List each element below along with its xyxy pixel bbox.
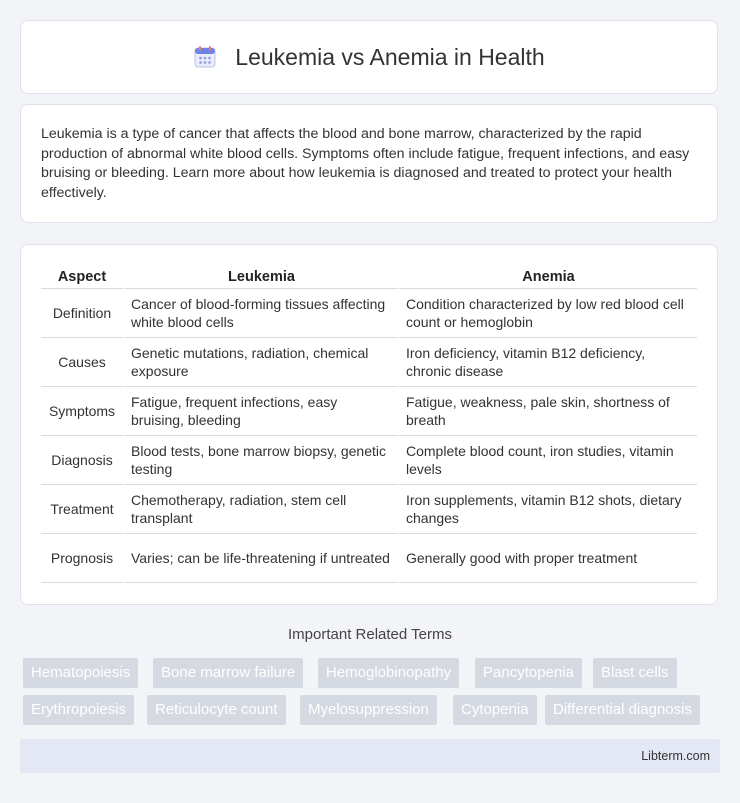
table-row [41, 338, 697, 387]
tag-erythropoiesis[interactable]: Erythropoiesis [23, 695, 134, 725]
table-cell-leukemia: Chemotherapy, radiation, stem cell transplant [123, 485, 398, 534]
table-row [41, 387, 697, 436]
table-row [41, 289, 697, 338]
page-title: Leukemia vs Anemia in Health [235, 43, 545, 70]
table-cell-aspect: Definition [41, 289, 123, 338]
table-cell-leukemia: Cancer of blood-forming tissues affecting white blood cells [123, 289, 398, 338]
tag-hematopoiesis[interactable]: Hematopoiesis [23, 658, 138, 688]
table-cell-anemia: Condition characterized by low red blood cell count or hemoglobin [398, 289, 697, 338]
table-cell-anemia: Iron supplements, vitamin B12 shots, dietary changes [398, 485, 697, 534]
table-cell-aspect: Prognosis [41, 534, 123, 583]
table-row [41, 534, 697, 583]
tag-myelosuppression[interactable]: Myelosuppression [300, 695, 437, 725]
table-cell-anemia: Generally good with proper treatment [398, 534, 697, 583]
column-header-anemia: Anemia [398, 265, 697, 289]
tag-cytopenia[interactable]: Cytopenia [453, 695, 537, 725]
table-cell-leukemia: Genetic mutations, radiation, chemical exposure [123, 338, 398, 387]
tag-reticulocyte-count[interactable]: Reticulocyte count [147, 695, 286, 725]
calendar-icon [193, 45, 217, 69]
column-header-leukemia: Leukemia [123, 265, 398, 289]
table-cell-anemia: Complete blood count, iron studies, vitamin levels [398, 436, 697, 485]
comparison-card [20, 244, 718, 605]
table-cell-anemia: Iron deficiency, vitamin B12 deficiency, chronic disease [398, 338, 697, 387]
column-header-aspect: Aspect [41, 265, 123, 289]
tag-hemoglobinopathy[interactable]: Hemoglobinopathy [318, 658, 459, 688]
header-card [20, 20, 718, 94]
table-row [41, 436, 697, 485]
tag-pancytopenia[interactable]: Pancytopenia [475, 658, 582, 688]
tag-differential-diagnosis[interactable]: Differential diagnosis [545, 695, 700, 725]
table-cell-aspect: Causes [41, 338, 123, 387]
footer [20, 739, 720, 773]
intro-card [20, 104, 718, 223]
table-cell-anemia: Fatigue, weakness, pale skin, shortness of breath [398, 387, 697, 436]
table-cell-leukemia: Blood tests, bone marrow biopsy, genetic testing [123, 436, 398, 485]
table-header-row [41, 265, 697, 289]
related-terms-title: Important Related Terms [288, 626, 452, 643]
comparison-table [41, 265, 697, 583]
table-cell-aspect: Diagnosis [41, 436, 123, 485]
table-cell-leukemia: Fatigue, frequent infections, easy bruising, bleeding [123, 387, 398, 436]
table-cell-aspect: Treatment [41, 485, 123, 534]
table-row [41, 485, 697, 534]
footer-site-link[interactable]: Libterm.com [641, 749, 710, 763]
table-cell-leukemia: Varies; can be life-threatening if untreated [123, 534, 398, 583]
tag-bone-marrow-failure[interactable]: Bone marrow failure [153, 658, 303, 688]
table-cell-aspect: Symptoms [41, 387, 123, 436]
tag-blast-cells[interactable]: Blast cells [593, 658, 677, 688]
intro-text: Leukemia is a type of cancer that affects the blood and bone marrow, characterized by the rapid production of abnormal white blood cells. Symptoms often include fatigue, frequent infections, and easy bruising or bleeding. Learn more about how leukemia is diagnosed and treated to protect your health effectively. [41, 126, 690, 201]
